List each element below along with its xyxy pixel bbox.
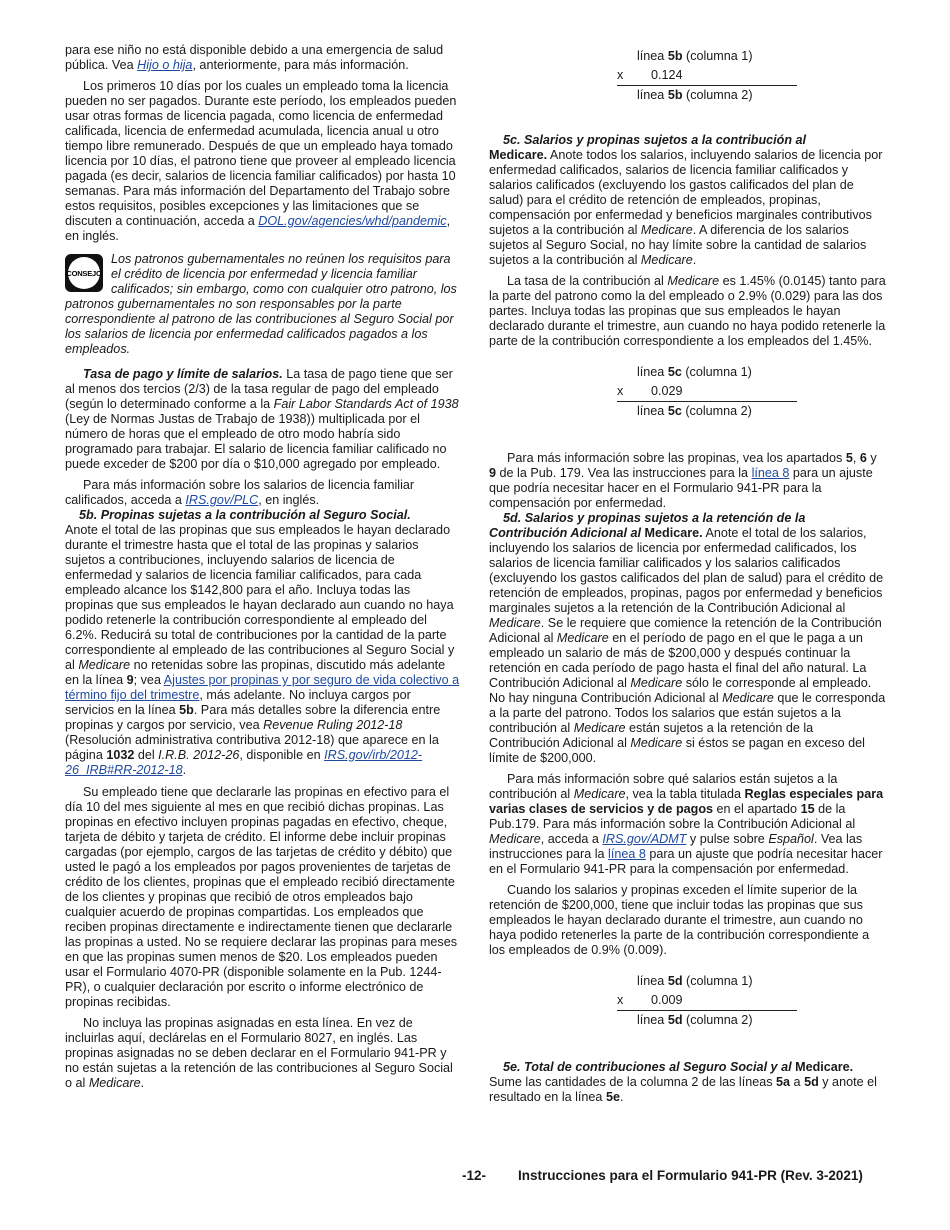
paragraph-5b: 5b. Propinas sujetas a la contribución al Seguro Social. Anote el total de las propinas que sus empleados le hayan declarado durante el trimestre hasta que el total de las propinas y salarios sujetos a contribuciones, incluyendo salarios de licencia de enfermedad y salarios de licencia familiar calificados, para cada empleado alcance los $142,800 para el año. Incluya todas las propinas que sus empleados le hayan declarado aun cuando no haya podido retenerle la contribución correspondiente al empleado del 6.2%. Reducirá su total de contribuciones por la cantidad de la parte correspondiente al empleado de las contribuciones al Seguro Social y al Medicare no retenidas sobre las propinas, discutido más adelante en la línea 9; vea Ajustes por propinas y por seguro de vida colectivo a término fijo del trimestre, más adelante. No incluya cargos por servicios en la línea 5b. Para más detalles sobre la diferencia entre propinas y cargos por servicio, vea Revenue Ruling 2012-18 (Resolución administrativa contributiva 2012-18) que aparece en la página 1032 del I.R.B. 2012-26, disponible en IRS.gov/irb/2012-26_IRB#RR-2012-18. bbox=[65, 508, 460, 777]
paragraph-5e: 5e. Total de contribuciones al Seguro Social y al Medicare. Sume las cantidades de la columna 2 de las líneas 5a a 5d y anote el resultado en la línea 5e. bbox=[489, 1060, 877, 1104]
paragraph: La tasa de la contribución al Medicare es 1.45% (0.0145) tanto para la parte del patrono como la del empleado o 2.9% (0.029) para las dos partes. Incluya todas las propinas que sus empleados le hayan declarado durante el trimestre, aun cuando no haya podido retenerle la parte de la contribución correspondiente a los empleados del 1.45%. bbox=[489, 274, 886, 348]
consejo-text: Los patronos gubernamentales no reúnen los requisitos para el crédito de licencia por enfermedad y licencia familiar calificados; sin embargo, como con cualquier otro patrono, los patronos gubernamentales no son responsables por la parte correspondiente al patrono de las contribuciones al Seguro Social por los salarios de licencia por enfermedad calificados pagados a los empleados. bbox=[65, 252, 457, 356]
paragraph-5c: 5c. Salarios y propinas sujetos a la contribución al Medicare. Anote todos los salarios, incluyendo salarios de licencia por enfermedad calificados, salarios de licencia familiar calificados y salarios calificados (excluyendo los gastos calificados del plan de salud) para el crédito de retención de empleados, propinas, compensación por enfermedad y beneficios marginales contributivos sujetos a la contribución al Medicare. A diferencia de los salarios sujetos al Seguro Social, no hay límite sobre la cantidad de salarios sujetos a la contribución al Medicare. bbox=[489, 133, 883, 267]
paragraph: Para más información sobre los salarios de licencia familiar calificados, acceda a IRS.gov/PLC, en inglés. bbox=[65, 478, 415, 507]
right-column bbox=[489, 47, 886, 1111]
paragraph: para ese niño no está disponible debido a una emergencia de salud pública. Vea Hijo o hija, anteriormente, para más información. bbox=[65, 43, 444, 72]
ajustes-propinas-link[interactable]: Ajustes por propinas y por seguro de vida colectivo a término fijo del trimestre bbox=[65, 673, 460, 702]
paragraph: Para más información sobre qué salarios están sujetos a la contribución al Medicare, vea la tabla titulada Reglas especiales para varias clases de servicios y de pagos en el apartado 15 de la Pub.179. Para más información sobre la Contribución Adicional al Medicare, acceda a IRS.gov/ADMT y pulse sobre Español. Vea las instrucciones para la línea 8 para un ajuste que podría necesitar hacer en el Formulario 941-PR para la compensación por enfermedad. bbox=[489, 772, 884, 876]
page-number: -12- bbox=[462, 1168, 487, 1183]
calc-5c: línea 5c (columna 1) x 0.029 línea 5c (columna 2) bbox=[617, 363, 797, 421]
dol-pandemic-link[interactable]: DOL.gov/agencies/whd/pandemic bbox=[258, 214, 447, 228]
irs-admt-link[interactable]: IRS.gov/ADMT bbox=[602, 832, 687, 846]
heading-5d: 5d. Salarios y propinas sujetos a la retención de la Contribución Adicional al bbox=[489, 511, 806, 540]
irb-2012-26-link[interactable]: IRS.gov/irb/2012-26_IRB#RR-2012-18 bbox=[65, 748, 423, 777]
heading-5c: 5c. Salarios y propinas sujetos a la contribución al bbox=[503, 133, 807, 147]
paragraph: Los primeros 10 días por los cuales un empleado toma la licencia pueden no ser pagados. Durante este período, los empleados pueden usar otras formas de licencia pagada, como licencia de enfermedad calificada, licencia de enfermedad acumulada, licencia anual u otro tiempo libre remunerado. Después de que un empleado haya tomado licencia por 10 días, el patrono tiene que proveer al empleado licencia pagada (es decir, salarios de licencia familiar calificados) por hasta 10 semanas. Para más información del Departamento del Trabajo sobre estos requisitos, posibles excepciones y las limitaciones que se discuten a continuación, acceda a DOL.gov/agencies/whd/pandemic, en inglés. bbox=[65, 79, 457, 243]
linea-8-link-2[interactable]: línea 8 bbox=[608, 847, 646, 861]
paragraph: Tasa de pago y límite de salarios. La tasa de pago tiene que ser al menos dos tercios (2/3) de la tasa regular de pago del empleado (según lo determinado conforme a la Fair Labor Standards Act of 1938 (Ley de Normas Justas de Trabajo de 1938)) multiplicada por el número de horas que el empleado de otro modo habría sido programado para trabajar. El salario de licencia familiar calificado no puede exceder de $200 por día o $10,000 agregado por empleado. bbox=[65, 367, 459, 471]
heading-5e: 5e. Total de contribuciones al Seguro Social y al bbox=[503, 1060, 792, 1074]
hijo-o-hija-link[interactable]: Hijo o hija bbox=[137, 58, 193, 72]
paragraph: No incluya las propinas asignadas en esta línea. En vez de incluirlas aquí, declárelas en el Formulario 8027, en inglés. Las propinas asignadas no se deben declarar en el Formulario 941-PR y no están sujetas a la retención de las contribuciones al Seguro Social o al Medicare. bbox=[65, 1016, 453, 1090]
consejo-icon bbox=[65, 254, 103, 292]
calc-5b: línea 5b (columna 1) x 0.124 línea 5b (columna 2) bbox=[617, 47, 797, 105]
consejo-label: CONSEJO bbox=[68, 257, 100, 289]
form-title: Instrucciones para el Formulario 941-PR (Rev. 3-2021) bbox=[518, 1168, 863, 1183]
irs-plc-link[interactable]: IRS.gov/PLC bbox=[185, 493, 259, 507]
paragraph: Su empleado tiene que declararle las propinas en efectivo para el día 10 del mes siguiente al mes en que recibió dichas propinas. Las propinas en efectivo incluyen propinas pagadas en efectivo, cheque, tarjeta de débito y tarjeta de crédito. El informe debe incluir propinas cargadas (por ejemplo, cargos de las tarjetas de crédito y débito) que usted le pagó a los empleados por pagos provenientes de tarjetas de crédito de los clientes, propinas que el empleado recibió directamente de los clientes y propinas que recibió de otros empleados bajo cualquier acuerdo de propinas compartidas. Los empleados que reciben propinas directamente e indirectamente tienen que declararle las propinas a usted. No se requiere declarar las propinas para meses en que las propinas sumen menos de $20. Los empleados pueden usar el Formulario 4070-PR (disponible solamente en la Pub. 1244-PR), o cualquier declaración por escrito o informe electrónico de propinas recibidas. bbox=[65, 785, 458, 1009]
heading-5b: 5b. Propinas sujetas a la contribución al Seguro Social. bbox=[79, 508, 411, 522]
calc-5d: línea 5d (columna 1) x 0.009 línea 5d (columna 2) bbox=[617, 972, 797, 1030]
paragraph: Para más información sobre las propinas, vea los apartados 5, 6 y 9 de la Pub. 179. Vea las instrucciones para la línea 8 para un ajuste que podría necesitar hacer en el Formulario 941-PR para la compensación por enfermedad. bbox=[489, 451, 877, 510]
left-column bbox=[65, 43, 461, 1097]
linea-8-link[interactable]: línea 8 bbox=[751, 466, 790, 480]
consejo-tip bbox=[65, 252, 461, 357]
paragraph-5d: 5d. Salarios y propinas sujetos a la retención de la Contribución Adicional al Medicare. Anote el total de los salarios, incluyendo los salarios de licencia por enfermedad calificados, los salarios de licencia familiar calificados y los salarios calificados (excluyendo los gastos calificados del plan de salud) para el crédito de retención de empleados, propinas, pagos por enfermedad y beneficios marginales sujetos a la retención de la Contribución Adicional al Medicare. Se le requiere que comience la retención de la Contribución Adicional al Medicare en el período de pago en el que le paga a un empleado un salario de más de $200,000 y después continuar la retención en cada período de pago hasta el final del año natural. La Contribución Adicional al Medicare sólo le corresponde al empleado. No hay ninguna Contribución Adicional al Medicare que le corresponda a la parte del patrono. Todos los salarios que están sujetos a la contribución al Medicare están sujetos a la retención de la Contribución Adicional al Medicare si éstos se pagan en exceso del límite de $200,000. bbox=[489, 511, 886, 765]
paragraph: Cuando los salarios y propinas exceden el límite superior de la retención de $200,000, tiene que incluir todas las propinas que sus empleados le hayan declarado durante el trimestre, aun cuando no haya podido retenerles la parte de la contribución correspondiente a los empleados de 0.9% (0.009). bbox=[489, 883, 870, 957]
page-footer bbox=[462, 1168, 863, 1183]
